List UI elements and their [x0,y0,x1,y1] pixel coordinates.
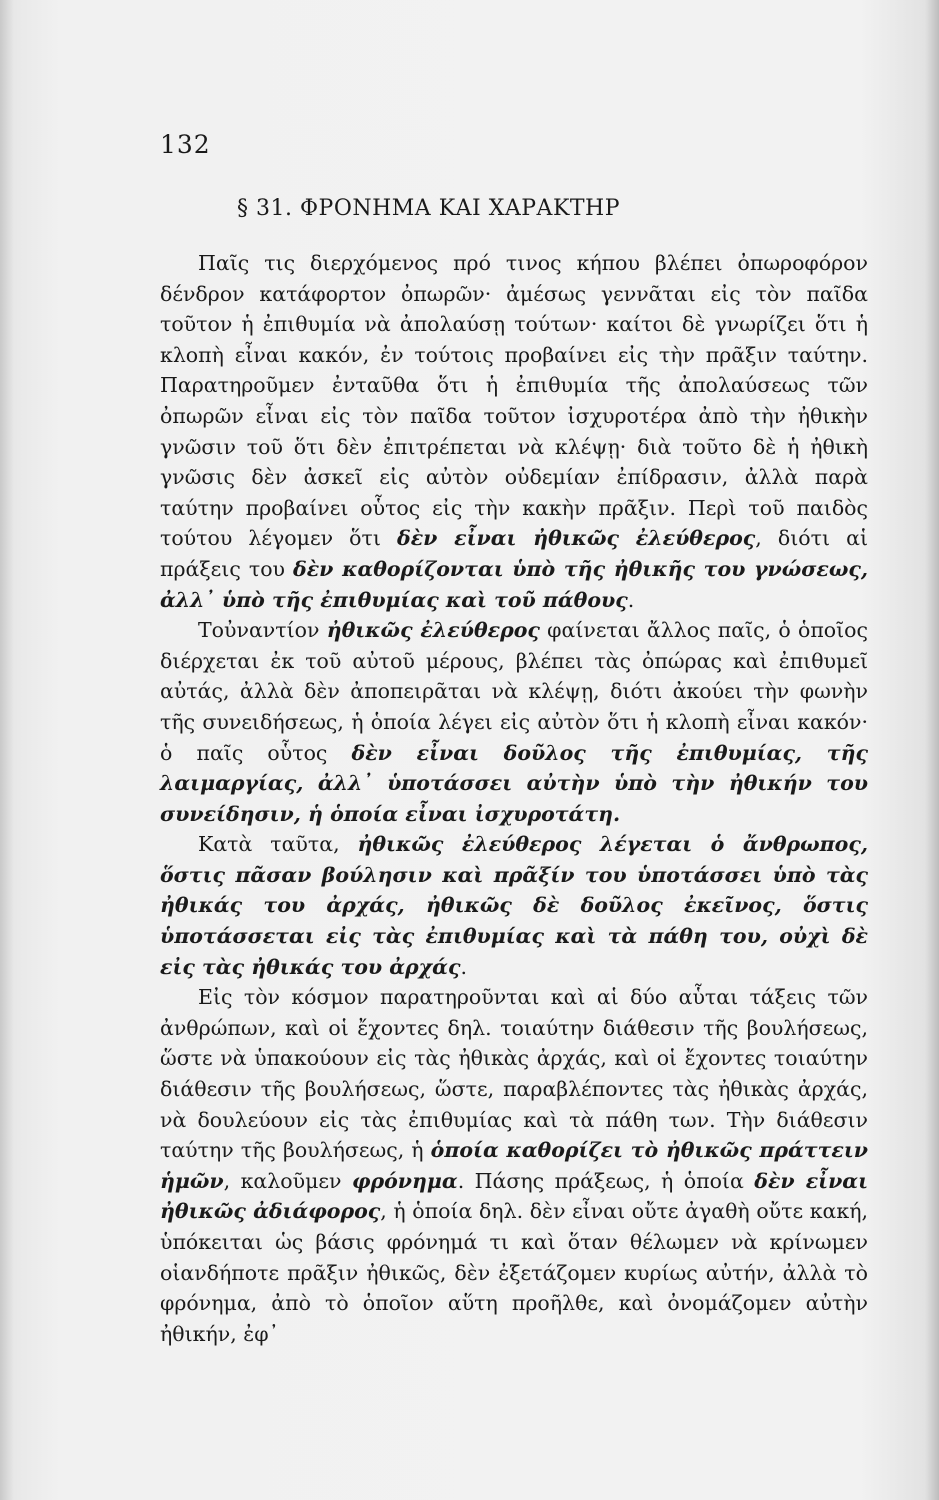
text-run: . [627,587,635,612]
text-run: Παῖς τις διερχόμενος πρό τινος κήπου βλέπει ὀπωροφόρον δένδρον κατάφορτον ὀπωρῶν· ἀμέσως γεννᾶται εἰς τὸν παῖδα τοῦτον ἡ ἐπιθυμία νὰ ἀπολαύσῃ τούτων· καίτοι δὲ γνωρίζει ὅτι ἡ κλοπὴ εἶναι κακόν, ἐν τούτοις προβαίνει εἰς τὴν πρᾶξιν ταύτην. Παρατηροῦμεν ἐνταῦθα ὅτι ἡ ἐπιθυμία τῆς ἀπολαύσεως τῶν ὀπωρῶν εἶναι εἰς τὸν παῖδα τοῦτον ἰσχυροτέρα ἀπὸ τὴν ἠθικὴν γνῶσιν τοῦ ὅτι δὲν ἐπιτρέπεται νὰ κλέψῃ· διὰ τοῦτο δὲ ἡ ἠθικὴ γνῶσις δὲν ἀσκεῖ εἰς αὐτὸν οὐδεμίαν ἐπίδρασιν, ἀλλὰ παρὰ ταύτην προβαίνει οὗτος εἰς τὴν κακὴν πρᾶξιν. Περὶ τοῦ παιδὸς τούτου λέγομεν ὅτι [160,251,868,551]
text-run: Τοὐναντίον [198,618,327,643]
text-run: φαίνεται ἄλλος παῖς, ὁ ὁποῖος διέρχεται ἐκ τοῦ αὐτοῦ μέρους, βλέπει τὰς ὀπώρας καὶ ἐπιθυμεῖ αὐτάς, ἀλλὰ δὲν ἀποπειρᾶται νὰ κλέψῃ, διότι ἀκούει τὴν φωνὴν τῆς συνειδήσεως, ἡ ὁποία λέγει εἰς αὐτὸν ὅτι ἡ κλοπὴ εἶναι κακόν· ὁ παῖς οὗτος [160,618,868,765]
paragraph [160,615,868,829]
emphasized-text: δὲν εἶναι ἠθικῶς ἀδιάφορος [160,1168,868,1224]
emphasized-text: ὁποία καθορίζει τὸ ἠθικῶς πράττειν ἡμῶν [160,1138,868,1193]
emphasized-text: ἠθικῶς ἐλεύθερος λέγεται ὁ ἄνθρωπος, ὅστις πᾶσαν βούλησιν καὶ πρᾶξίν του ὑποτάσσει ὑπὸ τὰς ἠθικάς του ἀρχάς, ἠθικῶς δὲ δοῦλος ἐκεῖνος, ὅστις ὑποτάσσεται εἰς τὰς ἐπιθυμίας καὶ τὰ πάθη του, οὐχὶ δὲ εἰς τὰς ἠθικάς του ἀρχάς [160,832,868,979]
text-run: . [460,954,467,979]
text-run: Εἰς τὸν κόσμον παρατηροῦνται καὶ αἱ δύο αὗται τάξεις τῶν ἀνθρώπων, καὶ οἱ ἔχοντες δηλ. τοιαύτην διάθεσιν τῆς βουλήσεως, ὥστε νὰ ὑπακούουν εἰς τὰς ἠθικὰς ἀρχάς, καὶ οἱ ἔχοντες τοιαύτην διάθεσιν τῆς βουλήσεως, ὥστε, παραβλέποντες τὰς ἠθικὰς ἀρχάς, νὰ δουλεύουν εἰς τὰς ἐπιθυμίας καὶ τὰ πάθη των. Τὴν διάθεσιν ταύτην τῆς βουλήσεως, ἡ [160,985,868,1163]
paragraph [160,829,868,982]
emphasized-text: δὲν καθορίζονται ὑπὸ τῆς ἠθικῆς του γνώσεως, ἀλλ᾽ ὑπὸ τῆς ἐπιθυμίας καὶ τοῦ πάθους [160,556,868,612]
page-number: 132 [160,130,211,159]
paragraph [160,248,868,615]
text-run: , καλοῦμεν [223,1168,352,1193]
text-run: , διότι αἱ πράξεις του [160,526,868,581]
body-text [160,248,868,1349]
text-run: Κατὰ ταῦτα, [198,832,358,857]
emphasized-text: ἠθικῶς ἐλεύθερος [326,618,540,643]
emphasized-text: δὲν εἶναι ἠθικῶς ἐλεύθερος [397,526,756,551]
emphasized-text: δὲν εἶναι δοῦλος τῆς ἐπιθυμίας, τῆς λαιμαργίας, ἀλλ᾽ ὑποτάσσει αὐτὴν ὑπὸ τὴν ἠθικήν του συνείδησιν, ἡ ὁποία εἶναι ἰσχυροτάτη. [160,740,868,826]
emphasized-text: φρόνημα [351,1168,458,1193]
text-run: . Πάσης πράξεως, ἡ ὁποία [457,1168,755,1193]
text-run: , ἡ ὁποία δηλ. δὲν εἶναι οὔτε ἀγαθὴ οὔτε κακή, ὑπόκειται ὡς βάσις φρόνημά τι καὶ ὅταν θέλωμεν νὰ κρίνωμεν οἱανδήποτε πρᾶξιν ἠθικῶς, δὲν ἐξετάζομεν κυρίως αὐτήν, ἀλλὰ τὸ φρόνημα, ἀπὸ τὸ ὁποῖον αὕτη προῆλθε, καὶ ὀνομάζομεν αὐτὴν ἠθικήν, ἐφ᾽ [160,1199,868,1346]
section-title: § 31. ΦΡΟΝΗΜΑ ΚΑΙ ΧΑΡΑΚΤΗΡ [237,196,621,221]
paragraph [160,982,868,1349]
